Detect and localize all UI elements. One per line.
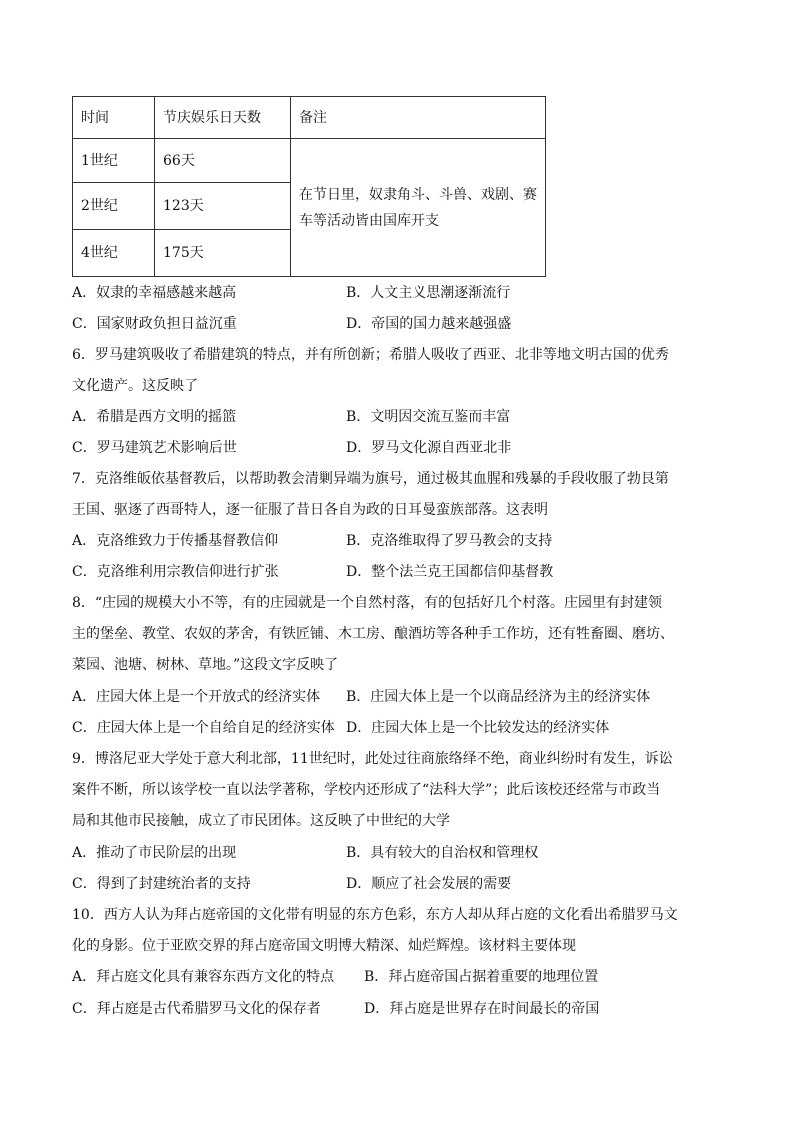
q9-stem-line: 9．博洛尼亚大学处于意大利北部，11世纪时，此处过往商旅络绎不绝，商业纠纷时有发生，诉讼 <box>72 751 673 767</box>
table-header-time: 时间 <box>73 97 155 139</box>
q7-option-a: A．克洛维致力于传播基督教信仰 <box>72 533 279 549</box>
q10-stem-line: 10．西方人认为拜占庭帝国的文化带有明显的东方色彩，东方人却从拜占庭的文化看出希腊罗马文 <box>72 907 678 923</box>
q8-option-c: C．庄园大体上是一个自给自足的经济实体 <box>72 720 335 736</box>
q8-stem-line: 主的堡垒、教堂、农奴的茅舍，有铁匠铺、木工房、酿酒坊等各种手工作坊，还有牲畜圈、磨坊、 <box>72 626 674 642</box>
q5-option-c: C．国家财政负担日益沉重 <box>72 316 237 332</box>
q7-option-b: B．克洛维取得了罗马教会的支持 <box>346 533 553 549</box>
table-cell-time: 2世纪 <box>73 183 155 230</box>
q5-option-d: D．帝国的国力越来越强盛 <box>346 316 512 332</box>
q10-option-d: D．拜占庭是世界存在时间最长的帝国 <box>364 1001 600 1017</box>
q10-option-a: A．拜占庭文化具有兼容东西方文化的特点 <box>72 969 335 985</box>
table-cell-time: 4世纪 <box>73 230 155 277</box>
q9-option-c: C．得到了封建统治者的支持 <box>72 876 251 892</box>
q7-option-c: C．克洛维利用宗教信仰进行扩张 <box>72 564 279 580</box>
q7-stem-line: 7．克洛维皈依基督教后，以帮助教会清剿异端为旗号，通过极其血腥和残暴的手段收服了勃艮第 <box>72 471 669 487</box>
q9-stem-line: 案件不断，所以该学校一直以法学著称，学校内还形成了“法科大学”；此后该校还经常与市政当 <box>72 782 661 798</box>
q8-stem-line: 菜园、池塘、树林、草地。”这段文字反映了 <box>72 657 339 673</box>
q6-option-a: A．希腊是西方文明的摇篮 <box>72 409 237 425</box>
q5-option-b: B．人文主义思潮逐渐流行 <box>346 285 511 301</box>
q7-stem-line: 王国、驱逐了西哥特人，逐一征服了昔日各自为政的日耳曼蛮族部落。这表明 <box>72 502 548 518</box>
q10-option-b: B．拜占庭帝国占据着重要的地理位置 <box>364 969 599 985</box>
q6-option-b: B．文明因交流互鉴而丰富 <box>346 409 511 425</box>
table-cell-note: 在节日里，奴隶角斗、斗兽、戏剧、赛车等活动皆由国库开支 <box>291 139 546 277</box>
q9-option-a: A．推动了市民阶层的出现 <box>72 845 237 861</box>
table-cell-days: 175天 <box>155 230 291 277</box>
table-row <box>73 139 546 183</box>
q6-stem-line: 文化遗产。这反映了 <box>72 378 198 394</box>
q8-option-b: B．庄园大体上是一个以商品经济为主的经济实体 <box>346 689 651 705</box>
q7-option-d: D．整个法兰克王国都信仰基督教 <box>346 564 554 580</box>
table-cell-days: 66天 <box>155 139 291 183</box>
table-cell-time: 1世纪 <box>73 139 155 183</box>
q5-option-a: A．奴隶的幸福感越来越高 <box>72 285 237 301</box>
q10-stem-line: 化的身影。位于亚欧交界的拜占庭帝国文明博大精深、灿烂辉煌。该材料主要体现 <box>72 938 576 954</box>
q8-option-a: A．庄园大体上是一个开放式的经济实体 <box>72 689 321 705</box>
festival-days-table <box>72 96 546 277</box>
table-header-note: 备注 <box>291 97 546 139</box>
q6-stem-line: 6．罗马建筑吸收了希腊建筑的特点，并有所创新；希腊人吸收了西亚、北非等地文明古国的优秀 <box>72 347 669 363</box>
q6-option-c: C．罗马建筑艺术影响后世 <box>72 440 237 456</box>
q9-option-d: D．顺应了社会发展的需要 <box>346 876 512 892</box>
table-cell-days: 123天 <box>155 183 291 230</box>
table-header-row <box>73 97 546 139</box>
q8-stem-line: 8．“庄园的规模大小不等，有的庄园就是一个自然村落，有的包括好几个村落。庄园里有封建领 <box>72 595 663 611</box>
q9-option-b: B．具有较大的自治权和管理权 <box>346 845 539 861</box>
q10-option-c: C．拜占庭是古代希腊罗马文化的保存者 <box>72 1001 321 1017</box>
q6-option-d: D．罗马文化源自西亚北非 <box>346 440 512 456</box>
q9-stem-line: 局和其他市民接触，成立了市民团体。这反映了中世纪的大学 <box>72 813 450 829</box>
q8-option-d: D．庄园大体上是一个比较发达的经济实体 <box>346 720 610 736</box>
table-header-days: 节庆娱乐日天数 <box>155 97 291 139</box>
